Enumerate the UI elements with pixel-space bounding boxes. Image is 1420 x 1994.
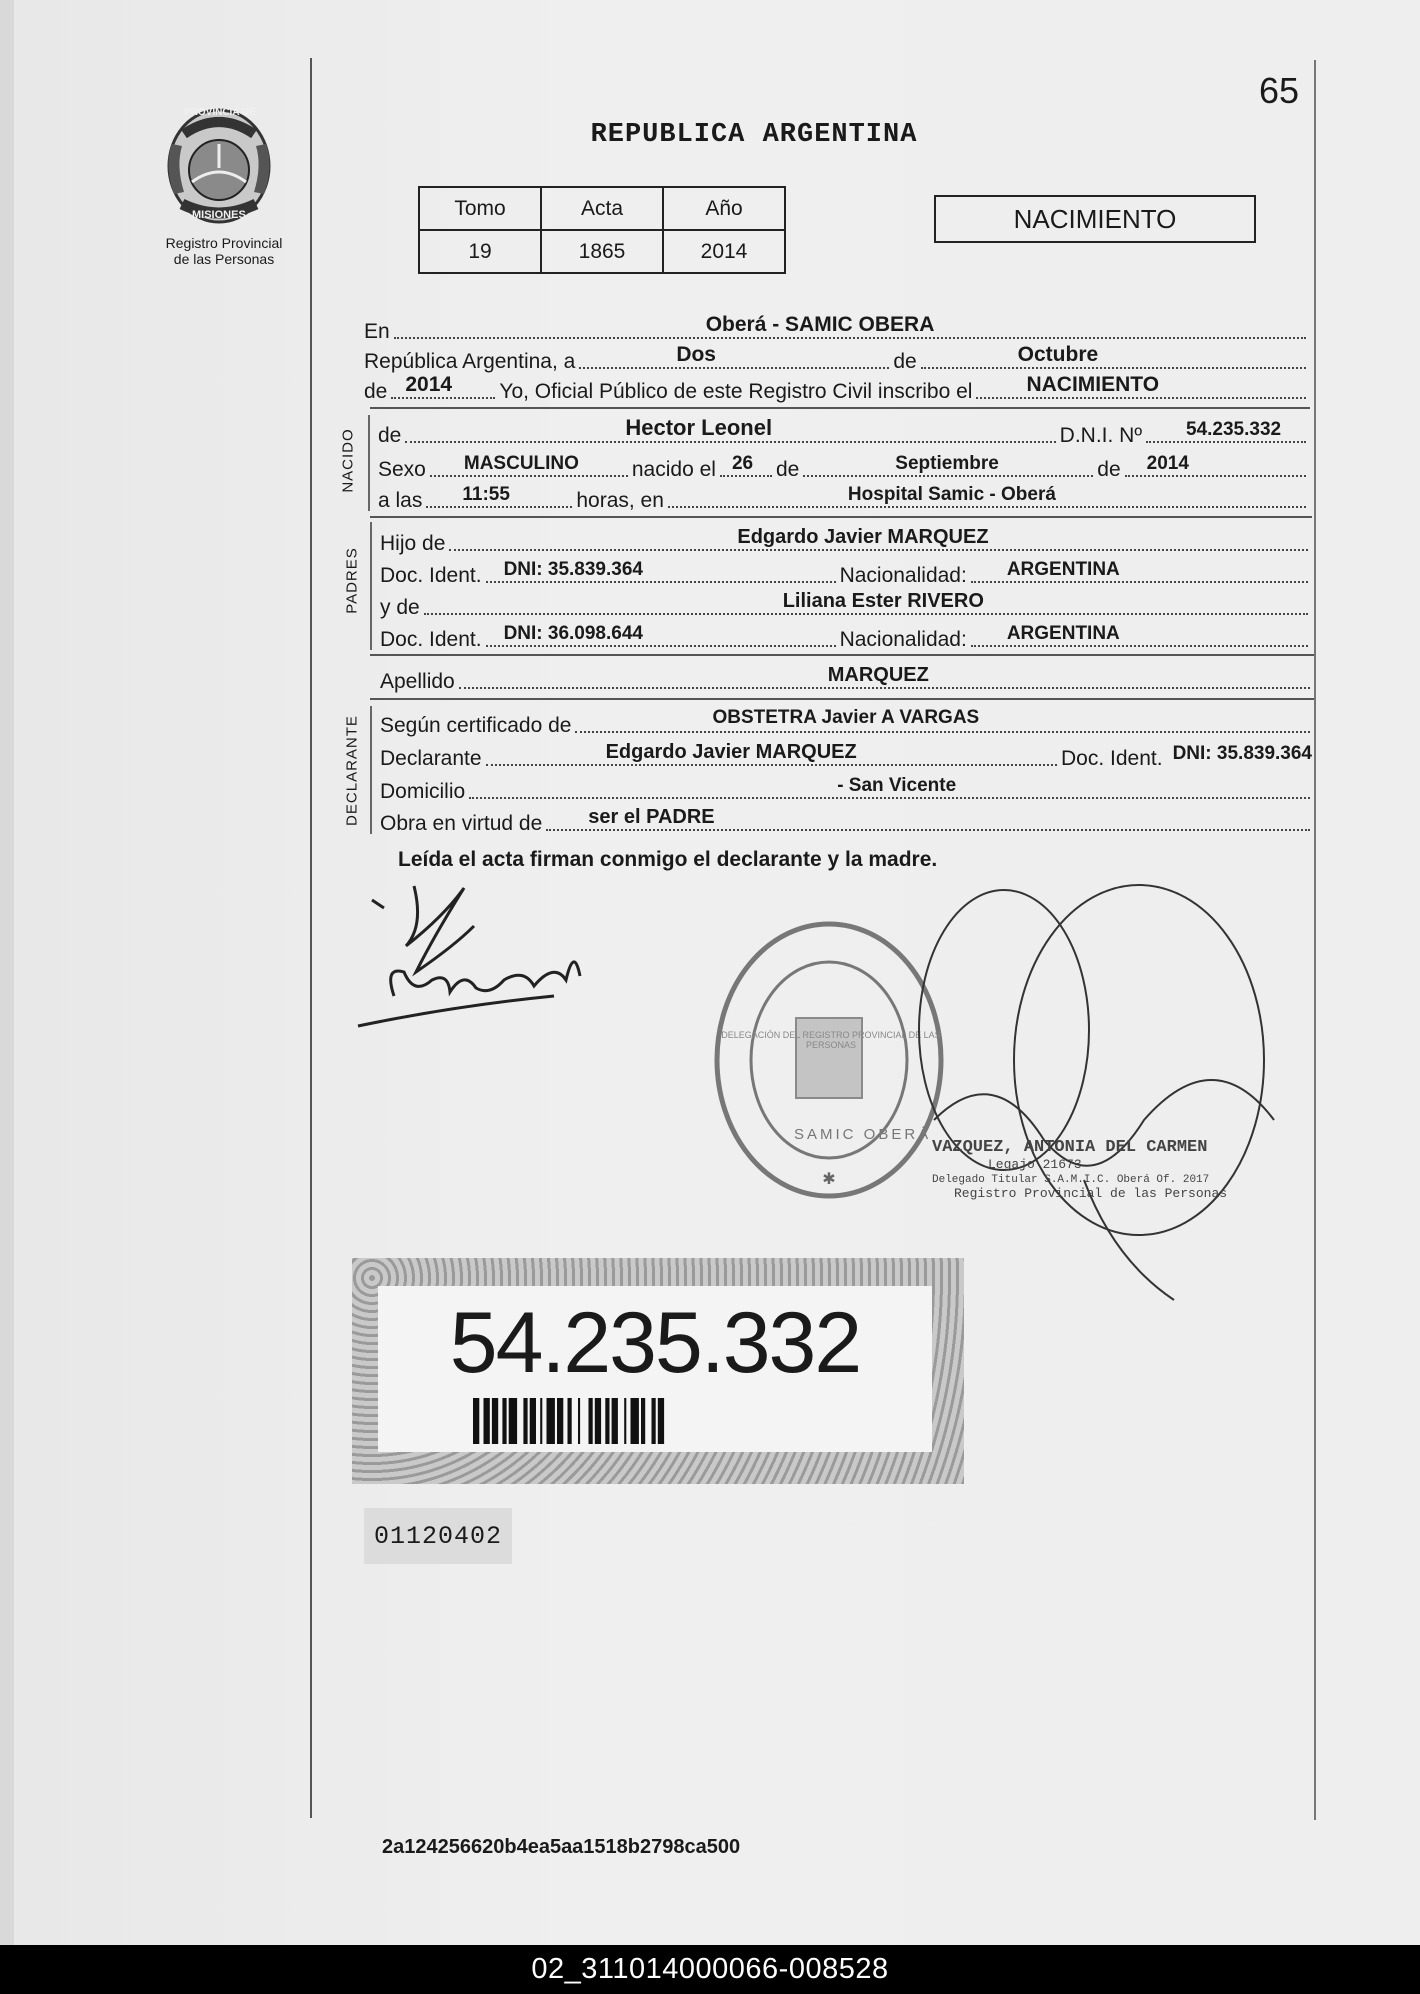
official-name: VAZQUEZ, ANTONIA DEL CARMEN: [932, 1138, 1208, 1157]
father-nationality: ARGENTINA: [1006, 559, 1120, 580]
sexo-dots: [430, 453, 628, 477]
row-official: [364, 374, 1310, 404]
year-dots: [391, 373, 495, 399]
nacido-de-label-3: de: [1097, 458, 1121, 481]
footer-id: 02_311014000066-008528: [0, 1945, 1420, 1994]
father-doc-label: Doc. Ident.: [380, 564, 482, 587]
header-anio: Año: [663, 187, 785, 230]
row-declarante: [380, 741, 1314, 771]
reference-header-row: [419, 187, 785, 230]
child-name: Hector Leonel: [625, 415, 773, 440]
y-de-label: y de: [380, 596, 420, 619]
reference-table: [418, 186, 786, 274]
stamp-number: 01120402: [364, 1508, 512, 1564]
row-sexo: [378, 452, 1310, 482]
seal-ring-text: DELEGACIÓN DEL REGISTRO PROVINCIAL DE LAS PERSONAS: [721, 1030, 941, 1050]
day-value: Dos: [676, 343, 716, 366]
mother-doc: DNI: 36.098.644: [503, 623, 643, 644]
birth-month: Septiembre: [895, 453, 999, 474]
left-margin-line: [310, 58, 312, 1818]
apellido-value: MARQUEZ: [827, 664, 929, 686]
birth-place: Hospital Samic - Oberá: [847, 484, 1056, 505]
header-tomo: Tomo: [419, 187, 541, 230]
declarant-signature: [354, 876, 634, 1036]
document-hash: 2a124256620b4ea5aa1518b2798ca500: [382, 1836, 741, 1858]
year-value: 2014: [405, 373, 453, 396]
month-dots: [921, 343, 1306, 369]
declarante-bracket: [370, 706, 372, 834]
birth-month-dots: [803, 453, 1093, 477]
horas-label: horas, en: [576, 489, 664, 512]
mother-doc-label: Doc. Ident.: [380, 628, 482, 651]
decl-doc-value: DNI: 35.839.364: [1172, 743, 1312, 764]
birth-day: 26: [731, 453, 754, 474]
hijo-de-label: Hijo de: [380, 532, 446, 555]
intro-divider: [370, 407, 1310, 409]
obra-value: ser el PADRE: [588, 806, 715, 828]
a-las-label: a las: [378, 489, 423, 512]
row-republica: [364, 344, 1310, 374]
nacido-de-label: de: [378, 424, 402, 447]
row-y-de: [380, 590, 1312, 620]
child-dni: 54.235.332: [1186, 419, 1282, 440]
father-name: Edgardo Javier MARQUEZ: [737, 526, 989, 548]
birth-time: 11:55: [462, 484, 510, 505]
act-dots: [976, 373, 1306, 399]
act-value: NACIMIENTO: [1026, 373, 1160, 396]
cert-dots: [575, 707, 1310, 733]
month-value: Octubre: [1017, 343, 1099, 366]
apellido-label: Apellido: [380, 670, 455, 693]
en-label: En: [364, 320, 390, 343]
dom-label: Domicilio: [380, 780, 466, 803]
cert-value: OBSTETRA Javier A VARGAS: [712, 707, 980, 728]
row-obra: [380, 806, 1314, 836]
de-label-2: de: [364, 380, 388, 403]
apellido-divider: [370, 698, 1314, 700]
official-signature: [914, 880, 1334, 1320]
row-hora: [378, 483, 1310, 513]
sexo-value: MASCULINO: [463, 453, 579, 474]
document-page: [14, 0, 1420, 1945]
birth-year: 2014: [1146, 453, 1189, 474]
row-apellido: [380, 664, 1314, 694]
decl-dots: [486, 741, 1057, 766]
father-doc-dots: [486, 559, 836, 583]
value-tomo: 19: [419, 230, 541, 273]
row-certificado: [380, 708, 1314, 738]
barcode-label: [352, 1258, 964, 1484]
nacido-de-label-2: de: [775, 458, 800, 481]
section-label-padres: PADRES: [343, 547, 361, 614]
header-acta: Acta: [541, 187, 663, 230]
official-label: Yo, Oficial Público de este Registro Civil inscribo el: [499, 380, 973, 403]
seal-inner-text: SAMIC OBERÁ: [794, 1126, 932, 1143]
registry-line-2: de las Personas: [173, 251, 275, 267]
padres-bracket: [370, 522, 372, 650]
place-dots: [668, 484, 1306, 508]
en-dots: [394, 313, 1306, 339]
emblem-text-top: PROVINCIA DE: [184, 107, 256, 118]
row-mother-doc: [380, 622, 1312, 652]
mother-nat-dots: [971, 623, 1308, 647]
row-hijo-de: [380, 526, 1312, 556]
section-label-nacido: NACIDO: [339, 428, 357, 493]
obra-dots: [546, 806, 1310, 831]
page-number: 65: [1259, 70, 1300, 111]
day-dots: [579, 343, 889, 369]
father-dots: [449, 526, 1308, 551]
en-value: Oberá - SAMIC OBERA: [705, 313, 935, 336]
time-dots: [426, 484, 572, 508]
nacido-bracket: [368, 415, 370, 511]
document-title: REPUBLICA ARGENTINA: [590, 120, 918, 150]
barcode-inner: [378, 1286, 932, 1452]
birth-year-dots: [1125, 453, 1306, 477]
closing-statement: Leída el acta firman conmigo el declarante y la madre.: [398, 848, 938, 871]
father-nat-dots: [971, 559, 1308, 583]
record-type-box: NACIMIENTO: [934, 195, 1256, 243]
mother-nationality: ARGENTINA: [1006, 623, 1120, 644]
birth-day-dots: [720, 453, 772, 477]
value-anio: 2014: [663, 230, 785, 273]
mother-doc-dots: [486, 623, 836, 647]
obra-label: Obra en virtud de: [380, 812, 543, 835]
barcode-number: 54.235.332: [449, 1295, 861, 1391]
apellido-dots: [459, 664, 1310, 689]
dom-value: - San Vicente: [837, 775, 957, 796]
de-label: de: [893, 350, 917, 373]
sexo-label: Sexo: [378, 458, 426, 481]
emblem-text-bottom: MISIONES: [192, 209, 246, 221]
cert-label: Según certificado de: [380, 714, 572, 737]
official-legajo: Legajo 21673: [988, 1157, 1082, 1172]
value-acta: 1865: [541, 230, 663, 273]
row-name: [378, 415, 1310, 448]
decl-doc-label: Doc. Ident.: [1061, 747, 1163, 770]
row-domicilio: [380, 774, 1314, 804]
registry-line-1: Registro Provincial: [165, 235, 283, 251]
official-block: [932, 1138, 1227, 1201]
mother-name: Liliana Ester RIVERO: [782, 590, 984, 612]
republica-label: República Argentina, a: [364, 350, 576, 373]
decl-label: Declarante: [380, 747, 482, 770]
dom-dots: [469, 775, 1310, 799]
dni-dots: [1146, 419, 1306, 443]
mother-dots: [424, 590, 1308, 615]
official-registry: Registro Provincial de las Personas: [954, 1186, 1228, 1201]
registry-caption: [144, 235, 304, 267]
name-dots: [405, 415, 1055, 443]
mother-nat-label: Nacionalidad:: [839, 628, 967, 651]
reference-value-row: [419, 230, 785, 273]
row-en: [364, 314, 1310, 344]
father-doc: DNI: 35.839.364: [503, 559, 643, 580]
seal-star-icon: ✱: [822, 1171, 836, 1188]
section-label-declarante: DECLARANTE: [343, 715, 361, 826]
barcode-bars: [473, 1398, 843, 1444]
row-father-doc: [380, 558, 1312, 588]
padres-divider: [370, 654, 1314, 656]
official-role: Delegado Titular S.A.M.I.C. Oberá Of. 2017: [932, 1174, 1210, 1186]
nacido-divider: [370, 516, 1312, 518]
nacido-el-label: nacido el: [631, 458, 716, 481]
father-nat-label: Nacionalidad:: [839, 564, 967, 587]
decl-value: Edgardo Javier MARQUEZ: [605, 741, 857, 763]
dni-label: D.N.I. Nº: [1059, 424, 1142, 447]
